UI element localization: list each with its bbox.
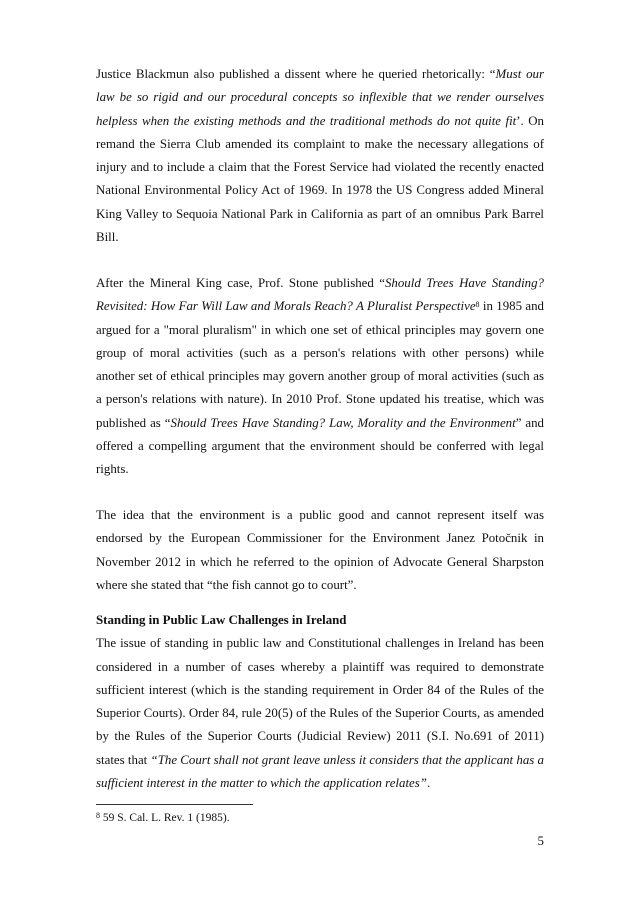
paragraph-stone-revisited <box>96 272 544 482</box>
footnote-divider <box>96 804 253 805</box>
page-number: 5 <box>537 834 544 848</box>
paragraph-public-good <box>96 504 544 597</box>
paragraph-text: The idea that the environment is a public good and cannot represent itself was endorsed by the European Commissioner for the Environment Janez Potočnik in November 2012 in which he referred to the opinion of Advocate General Sharpston where she stated that “the fish cannot go to court”. <box>96 508 544 592</box>
footnote-number: 8 <box>96 811 100 820</box>
footnote-marker[interactable]: 8 <box>475 300 480 310</box>
text-run: . <box>426 776 431 791</box>
italic-title: Should Trees Have Standing? Revisited: How Far Will Law and Morals Reach? A Pluralist Perspective <box>96 276 544 314</box>
footnote <box>96 810 230 826</box>
italic-title: Should Trees Have Standing? Law, Morality and the Environment <box>170 415 516 430</box>
paragraph-ireland-standing <box>96 632 544 795</box>
italic-quote: “The Court shall not grant leave unless it considers that the applicant has a sufficient interest in the matter to which the application relates” <box>96 752 544 791</box>
text-run: ” and offered a compelling argument that the environment should be conferred with legal rights. <box>96 415 544 477</box>
text-run: After the Mineral King case, Prof. Stone published “ <box>96 276 385 290</box>
italic-quote: Must our law be so rigid and our procedural concepts so inflexible that we render ourselves helpless when the existing methods and the traditional methods do not quite fit <box>96 67 544 128</box>
section-ireland <box>96 609 544 795</box>
text-run: in 1985 and argued for a "moral pluralism" in which one set of ethical principles may govern one group of moral activities (such as a person's relations with other persons) while another set of ethical principles may govern another group of moral activities (such as a person's relations with nature). In 2010 Prof. Stone updated his treatise, which was published as “ <box>96 299 544 430</box>
footnote-text: 59 S. Cal. L. Rev. 1 (1985). <box>100 812 230 824</box>
text-run: The issue of standing in public law and Constitutional challenges in Ireland has been considered in a number of cases whereby a plaintiff was required to demonstrate sufficient interest (which is the standing requirement in Order 84 of the Rules of the Superior Courts). Order 84, rule 20(5) of the Rules of the Superior Courts, as amended by the Rules of the Superior Courts (Judicial Review) 2011 (S.I. No.691 of 2011) states that <box>96 636 544 767</box>
text-run: ’. On remand the Sierra Club amended its complaint to make the necessary allegations of injury and to include a claim that the Forest Service had violated the recently enacted National Environmental Policy Act of 1969. In 1978 the US Congress added Mineral King Valley to Sequoia National Park in California as part of an omnibus Park Barrel Bill. <box>96 113 544 245</box>
section-heading: Standing in Public Law Challenges in Ireland <box>96 613 347 627</box>
text-run: Justice Blackmun also published a dissent where he queried rhetorically: “ <box>96 67 496 81</box>
paragraph-blackmun-dissent <box>96 63 544 249</box>
